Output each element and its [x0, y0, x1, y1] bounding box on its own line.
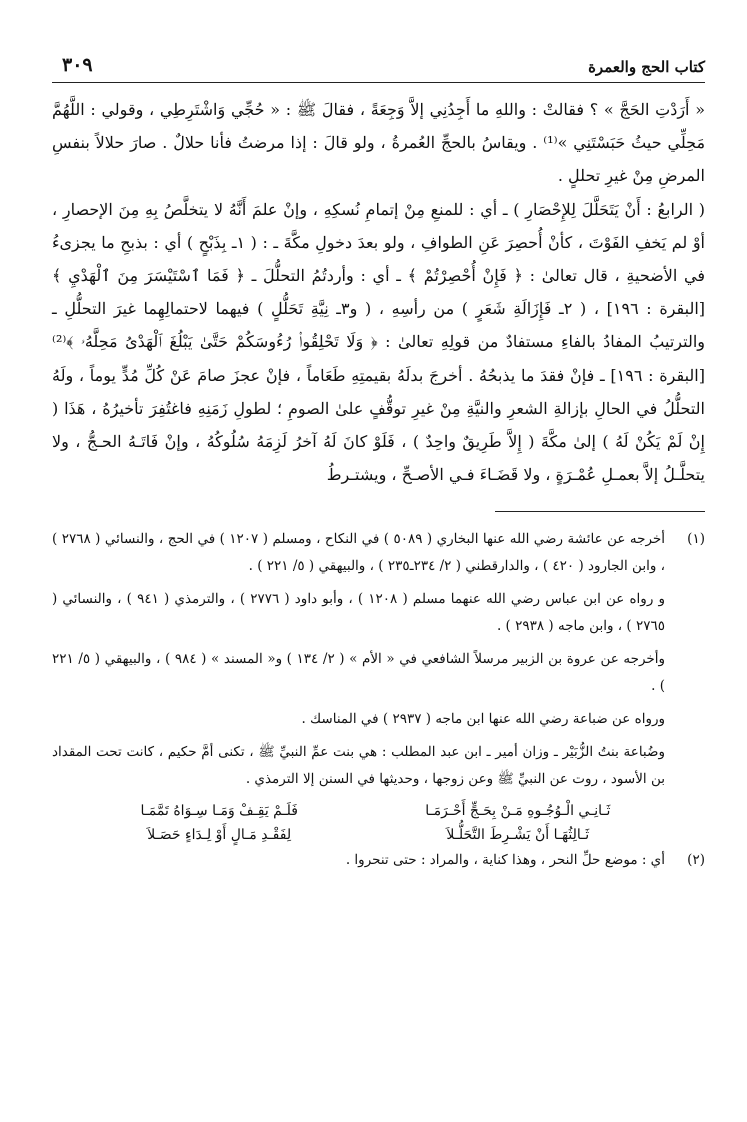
poem-verses — [92, 799, 645, 847]
footnote-paragraph: ورواه عن ضباعة رضي الله عنها ابن ماجه ( ٢٩٣٧ ) في المناسك . — [301, 711, 665, 728]
footnote-paragraph: و رواه عن ابن عباس رضي الله عنهما مسلم ( ١٢٠٨ ) ، وأبو داود ( ٢٧٧٦ ) ، والترمذي ( ٩٤١ ) ، والنسائي ( ٢٧٦٥ ) ، وابن ماجه ( ٢٩٣٨ ) . — [52, 591, 665, 635]
page-header — [52, 52, 705, 83]
footnote-paragraph: وضُباعة بنتُ الزُّبَيْر ـ وزان أمير ـ ابن عبد المطلب : هي بنت عمِّ النبيِّ ﷺ ، تكنى أمَّ حكيم ، كانت تحت المقداد بن الأسود ، روت عن النبيِّ ﷺ وعن زوجها ، وحديثها في السنن إلا الترمذي . — [52, 744, 665, 788]
verse-hemistich-left: لِفَقْـدِ مَـالٍ أَوْ لِـدَاءٍ حَصَـلاَ — [147, 827, 292, 844]
footnote-paragraph: أي : موضع حلِّ النحر ، وهذا كناية ، والمراد : حتى تنحروا . — [345, 852, 665, 869]
verse-hemistich-left: فَلَـمْ يَقِـفْ وَمَـا سِـوَاهُ تَمَّمَـا — [140, 803, 298, 820]
footnote-paragraph: أخرجه عن عائشة رضي الله عنها البخاري ( ٥٠٨٩ ) في النكاح ، ومسلم ( ١٢٠٧ ) في الحج ، والنسائي ( ٢٧٦٨ ) ، وابن الجارود ( ٤٢٠ ) ، والدارقطني ( ٢/ ٢٣٤ـ٢٣٥ ) ، والبيهقي ( ٥/ ٢٢١ ) . — [52, 531, 665, 575]
running-title: كتاب الحج والعمرة — [588, 58, 705, 76]
footnote-1 — [52, 526, 705, 847]
poem-line — [92, 823, 645, 847]
verse-hemistich-right: ثَـانِـي الْـوُجُـوهِ مَـنْ بِحَـجٍّ أَحْـرَمَـا — [425, 803, 611, 820]
main-text — [52, 93, 705, 491]
paragraph-1: « أَرَدْتِ الحَجَّ » ؟ فقالتْ : واللهِ ما أَجِدُنِي إلاَّ وَجِعَةً ، فقالَ ﷺ : « حُجِّي وَاشْتَرِطِي ، وقولي : اللَّهُمَّ مَحِلِّي حيثُ حَبَسْتَنِي »⁽¹⁾ . ويقاسُ بالحجِّ العُمرةُ ، ولو قالَ : إذا مرضتُ فأنا حلالٌ . صارَ حلالاً بنفسِ المرضِ مِنْ غيرِ تحللٍ . — [52, 100, 706, 186]
page-number: ٣٠٩ — [62, 54, 93, 76]
footnote-2 — [52, 847, 705, 874]
verse-hemistich-right: ثَـالِثُهَـا أَنْ يَشْـرِطَ التَّحَلُّـلاَ — [446, 827, 590, 844]
book-page — [52, 52, 705, 1092]
poem-line — [92, 799, 645, 823]
footnote-label: (٢) — [687, 852, 705, 869]
footnotes — [52, 526, 705, 874]
footnote-label: (١) — [687, 531, 705, 548]
footnote-paragraph: وأخرجه عن عروة بن الزبير مرسلاً الشافعي في « الأم » ( ٢/ ١٣٤ ) و« المسند » ( ٩٨٤ ) ، والبيهقي ( ٥/ ٢٢١ ) . — [52, 651, 666, 695]
paragraph-2: ( الرابعُ : أَنْ يَتَحَلَّلَ لِلإِحْصَارِ ) ـ أي : للمنعِ مِنْ إتمامِ نُسكِهِ ، وإنْ علمَ أَنَّهُ لا يتخلَّصُ بِهِ مِنَ الإحصارِ ، أوْ لم يَخفِ الفَوْتَ ، كأنْ أُحصِرَ عَنِ الطوافِ ، ولو بعدَ دخولِ مكَّةَ ـ : ( ١ـ بِذَبْحٍ ) أي : بذبحِ ما يجزىءُ في الأضحيةِ ، قال تعالىٰ : ﴿ فَإِنْ أُحْصِرْتُمْ ﴾ ـ أي : وأردتُمُ التحلُّلَ ـ ﴿ فَمَا ٱسْتَيْسَرَ مِنَ ٱلْهَدْيِ ﴾ [البقرة : ١٩٦] ، ( ٢ـ فَإِزَالَةِ شَعَرٍ ) من رأسِهِ ، ( و٣ـ نِيَّةِ تَحَلُّلٍ ) فيهما لاحتمالِهِما غيرَ التحلُّلِ ـ والترتيبُ المفادُ بالفاءِ مستفادٌ من قولِهِ تعالىٰ : ﴿ وَلَا تَحْلِقُوا۟ رُءُوسَكُمْ حَتَّىٰ يَبْلُغَ ٱلْهَدْىُ مَحِلَّهُۥ ﴾⁽²⁾ [البقرة : ١٩٦] ـ فإنْ فقدَ ما يذبحُهُ . أخرجَ بدلَهُ بقيمتِهِ طَعَاماً ، فإنْ عجزَ صامَ عَنْ كُلِّ مُدٍّ يوماً ، ولَهُ التحلُّلُ في الحالِ بإزالةِ الشعرِ والنيَّةِ مِنْ غيرِ توقُّفٍ علىٰ الصومِ ؛ لطولِ زَمَنِهِ فاغتُفِرَ تأخيرُهُ ، هَذَا ( إِنْ لَمْ يَكُنْ لَهُ ) إلىٰ مكَّةَ ( إِلاَّ طَرِيقٌ واحِدٌ ) ، فَلَوْ كانَ لَهُ آخرُ لَزِمَهُ سُلُوكُهُ ، وإنْ فَاتَـهُ الحـجُّ ، ولا يتحلَّـلُ إلاَّ بعمـلِ عُمْـرَةٍ ، ولا قَضَـاءَ فـي الأصـحِّ ، ويشتـرطُ — [52, 199, 706, 485]
footnote-divider — [495, 511, 705, 512]
